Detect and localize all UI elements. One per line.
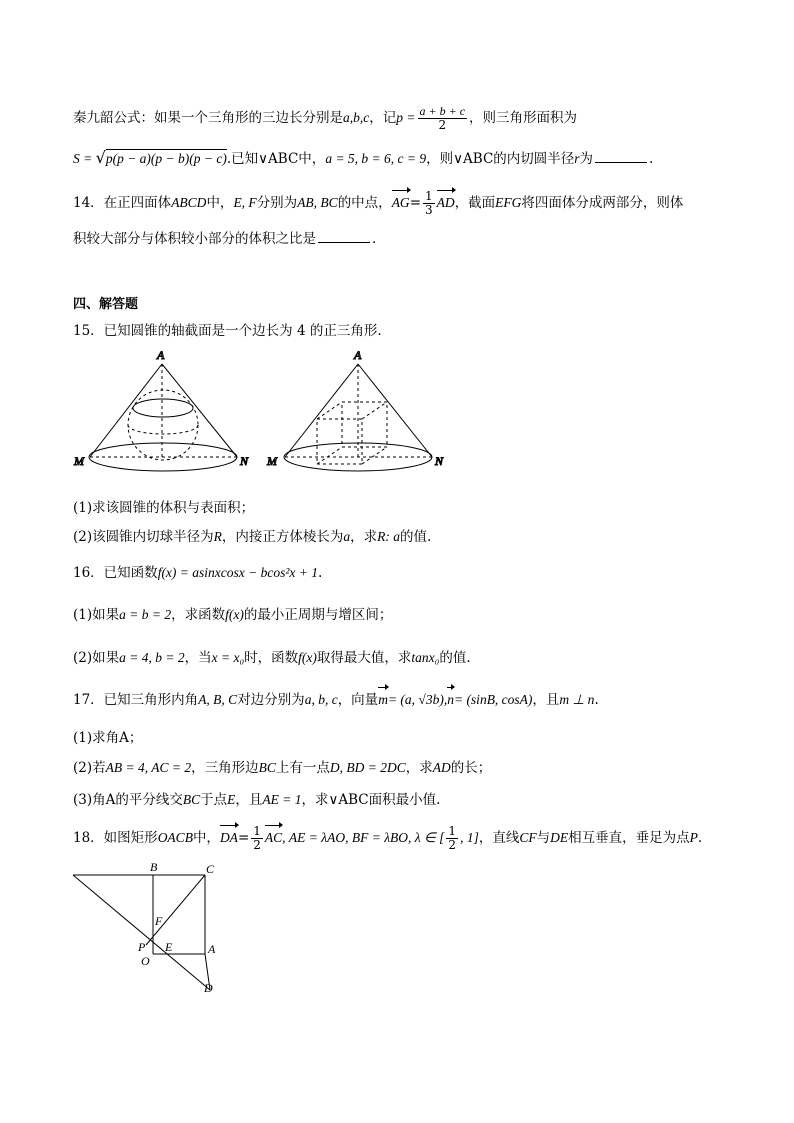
q16-text: ，当 bbox=[184, 650, 212, 666]
label-b: B bbox=[150, 860, 158, 874]
q16-text: 的值. bbox=[439, 650, 471, 666]
label-o: O bbox=[141, 954, 150, 968]
q13-p-denominator: 2 bbox=[438, 118, 447, 132]
q17-stem bbox=[73, 690, 599, 710]
q14-abbc: AB, BC bbox=[297, 195, 338, 210]
q18-text: ，直线 bbox=[478, 830, 520, 846]
vector-n: n bbox=[447, 690, 454, 710]
q18-text: 18．如图矩形 bbox=[73, 830, 158, 846]
answer-blank[interactable] bbox=[595, 150, 647, 163]
figure-lines bbox=[73, 875, 210, 990]
label-n: N bbox=[240, 454, 249, 468]
q18-frac-den: 2 bbox=[253, 838, 261, 852]
q15-ratio: R: a bbox=[377, 529, 400, 544]
q14-text: . bbox=[372, 231, 377, 247]
q13-vars: a,b,c bbox=[343, 110, 370, 125]
label-d: D bbox=[204, 981, 213, 995]
q15-text: 的值. bbox=[400, 529, 432, 545]
q15-r: R bbox=[213, 529, 222, 544]
q18-text: 中， bbox=[192, 830, 220, 846]
q14-text: 积较大部分与体积较小部分的体积之比是 bbox=[73, 231, 316, 247]
q17-cond: AB = 4, AC = 2 bbox=[105, 760, 192, 775]
q17-perp: m ⊥ n bbox=[559, 692, 595, 707]
q13-r: r bbox=[574, 151, 580, 166]
q17-part3 bbox=[73, 790, 440, 810]
label-n: N bbox=[435, 454, 444, 468]
q16-cond: a = b = 2 bbox=[119, 607, 172, 622]
vector-m: m bbox=[378, 690, 388, 710]
q17-d: D, BD = 2DC bbox=[329, 760, 406, 775]
vector-ad: AD bbox=[437, 193, 455, 213]
q14-fraction bbox=[423, 190, 435, 217]
q17-text: (2)若 bbox=[73, 760, 106, 776]
label-p: P bbox=[138, 940, 146, 954]
q13-text: ，记 bbox=[369, 110, 397, 126]
vector-ac: AC bbox=[265, 828, 282, 848]
q15-stem: 15．已知圆锥的轴截面是一个边长为 4 的正三角形. bbox=[73, 323, 382, 339]
label-a: A bbox=[157, 348, 165, 362]
q14-eq: = bbox=[409, 195, 421, 211]
q17-text: 对边分别为 bbox=[237, 692, 305, 708]
q18-frac-den: 2 bbox=[448, 838, 457, 852]
q13-p-fraction bbox=[418, 105, 468, 132]
q18-interval-fraction bbox=[446, 825, 458, 852]
label-a: A bbox=[354, 348, 362, 362]
q14-frac-den: 3 bbox=[425, 203, 433, 217]
q14-ef: E, F bbox=[233, 195, 257, 210]
q17-text: ，且 bbox=[532, 692, 560, 708]
label-a: A bbox=[208, 942, 216, 956]
q17-e: E bbox=[227, 792, 236, 807]
q18-interval-end: , 1] bbox=[460, 830, 479, 845]
label-c: C bbox=[206, 862, 215, 876]
q18-cf: CF bbox=[519, 830, 537, 845]
q14-text: 将四面体分成两部分，则体 bbox=[521, 195, 684, 211]
q17-text: ，向量 bbox=[337, 692, 379, 708]
label-m: M bbox=[267, 454, 277, 468]
q18-p: P bbox=[689, 830, 698, 845]
q13-text: 秦九韶公式：如果一个三角形的三边长分别是 bbox=[73, 110, 343, 126]
q16-text: 的最小正周期与增区间； bbox=[243, 607, 393, 623]
sqrt-sign: √ bbox=[95, 148, 106, 167]
label-e: E bbox=[165, 940, 173, 954]
q16-cond: a = 4, b = 2 bbox=[119, 650, 185, 665]
q15-a: a bbox=[343, 529, 351, 544]
answer-blank[interactable] bbox=[318, 230, 370, 243]
q14-text: 分别为 bbox=[256, 195, 298, 211]
q17-text: ，求 bbox=[405, 760, 433, 776]
q14-frac-num: 1 bbox=[425, 189, 433, 203]
vector-da: DA bbox=[220, 828, 238, 848]
q16-text: ，求函数 bbox=[171, 607, 226, 623]
q15-part2 bbox=[73, 527, 431, 547]
q18-eq: = bbox=[237, 830, 250, 846]
q15-text: ，求 bbox=[350, 529, 378, 545]
q13-line2 bbox=[73, 148, 653, 169]
q17-text: ，且 bbox=[235, 792, 263, 808]
q13-line1 bbox=[73, 105, 577, 132]
q13-text: .已知∨ABC中， bbox=[226, 151, 326, 167]
q17-n-value: = (sinB, cosA) bbox=[453, 692, 533, 707]
q17-bc: BC bbox=[258, 760, 276, 775]
q13-p-numerator: a + b + c bbox=[419, 104, 466, 118]
q16-stem bbox=[73, 563, 322, 583]
q16-function: f(x) = asinxcosx − bcos²x + 1 bbox=[157, 565, 319, 580]
q14-line2 bbox=[73, 229, 376, 249]
label-f: F bbox=[155, 914, 163, 928]
q14-text: 14．在正四面体 bbox=[73, 195, 172, 211]
q14-text: 的中点， bbox=[337, 195, 392, 211]
q18-text: 相互垂直，垂足为点 bbox=[568, 830, 690, 846]
q16-fx: f(x) bbox=[298, 650, 317, 665]
q17-part1: (1)求角A； bbox=[73, 730, 143, 746]
q13-text: ，则三角形面积为 bbox=[469, 110, 578, 126]
q16-tan: tanx₀ bbox=[411, 650, 440, 665]
rectangle-figure bbox=[68, 857, 238, 1002]
q16-part1 bbox=[73, 605, 392, 625]
q16-fx: f(x) bbox=[225, 607, 244, 622]
q13-text: ，则∨ABC的内切圆半径 bbox=[426, 151, 575, 167]
q18-de: DE bbox=[550, 830, 569, 845]
q14-text: ，截面 bbox=[454, 195, 496, 211]
q17-text: ，求∨ABC面积最小值. bbox=[301, 792, 441, 808]
vector-ag: AG bbox=[392, 193, 410, 213]
q17-text: 的长； bbox=[450, 760, 492, 776]
cone-with-sphere bbox=[73, 348, 249, 471]
q17-text: . bbox=[594, 692, 599, 708]
q16-x: x = x₀ bbox=[211, 650, 245, 665]
q17-text: 17．已知三角形内角 bbox=[73, 692, 199, 708]
q17-sides: a, b, c bbox=[304, 692, 338, 707]
q17-text: 于点 bbox=[200, 792, 228, 808]
q17-text: ，三角形边 bbox=[191, 760, 259, 776]
q18-oacb: OACB bbox=[157, 830, 193, 845]
q13-text: . bbox=[649, 151, 654, 167]
q16-part2 bbox=[73, 648, 471, 668]
q17-angles: A, B, C bbox=[198, 692, 238, 707]
q14-text: 中， bbox=[206, 195, 234, 211]
q17-ad: AD bbox=[432, 760, 451, 775]
q17-bc: BC bbox=[182, 792, 201, 807]
q18-frac-num: 1 bbox=[448, 824, 457, 838]
cone-with-cube bbox=[266, 348, 444, 471]
q13-formula-root: p(p − a)(p − b)(p − c) bbox=[105, 151, 227, 166]
q17-text: (3)角A的平分线交 bbox=[73, 792, 183, 808]
q13-text: 为 bbox=[579, 151, 594, 167]
q14-abcd: ABCD bbox=[171, 195, 207, 210]
q18-text: . bbox=[697, 830, 703, 846]
q15-part1: (1)求该圆锥的体积与表面积； bbox=[73, 500, 255, 516]
q16-text: 16．已知函数 bbox=[73, 565, 158, 581]
q15-text: ，内接正方体棱长为 bbox=[221, 529, 344, 545]
q14-efg: EFG bbox=[495, 195, 522, 210]
section-heading: 四、解答题 bbox=[73, 297, 139, 312]
q15-text: (2)该圆锥内切球半径为 bbox=[73, 529, 214, 545]
q18-text: 与 bbox=[536, 830, 551, 846]
q17-ae: AE = 1 bbox=[262, 792, 302, 807]
q18-frac-num: 1 bbox=[253, 824, 261, 838]
q18-relations: , AE = λAO, BF = λBO, λ ∈ [ bbox=[282, 830, 445, 845]
q18-stem bbox=[73, 825, 702, 852]
q16-text: 时，函数 bbox=[244, 650, 299, 666]
q18-fraction bbox=[251, 825, 263, 852]
q16-text: 取得最大值，求 bbox=[316, 650, 412, 666]
q16-text: (2)如果 bbox=[73, 650, 120, 666]
q17-m-value: = (a, √3b), bbox=[387, 692, 448, 707]
q13-formula-s: S = bbox=[73, 151, 96, 166]
q14-line1 bbox=[73, 190, 683, 217]
cone-figures bbox=[70, 347, 450, 472]
q17-part2 bbox=[73, 758, 491, 778]
label-m: M bbox=[74, 454, 84, 468]
q13-values: a = 5, b = 6, c = 9 bbox=[325, 151, 427, 166]
q16-text: . bbox=[318, 565, 323, 581]
q16-text: (1)如果 bbox=[73, 607, 120, 623]
q17-text: 上有一点 bbox=[275, 760, 330, 776]
q13-p-eq: p = bbox=[396, 110, 416, 125]
